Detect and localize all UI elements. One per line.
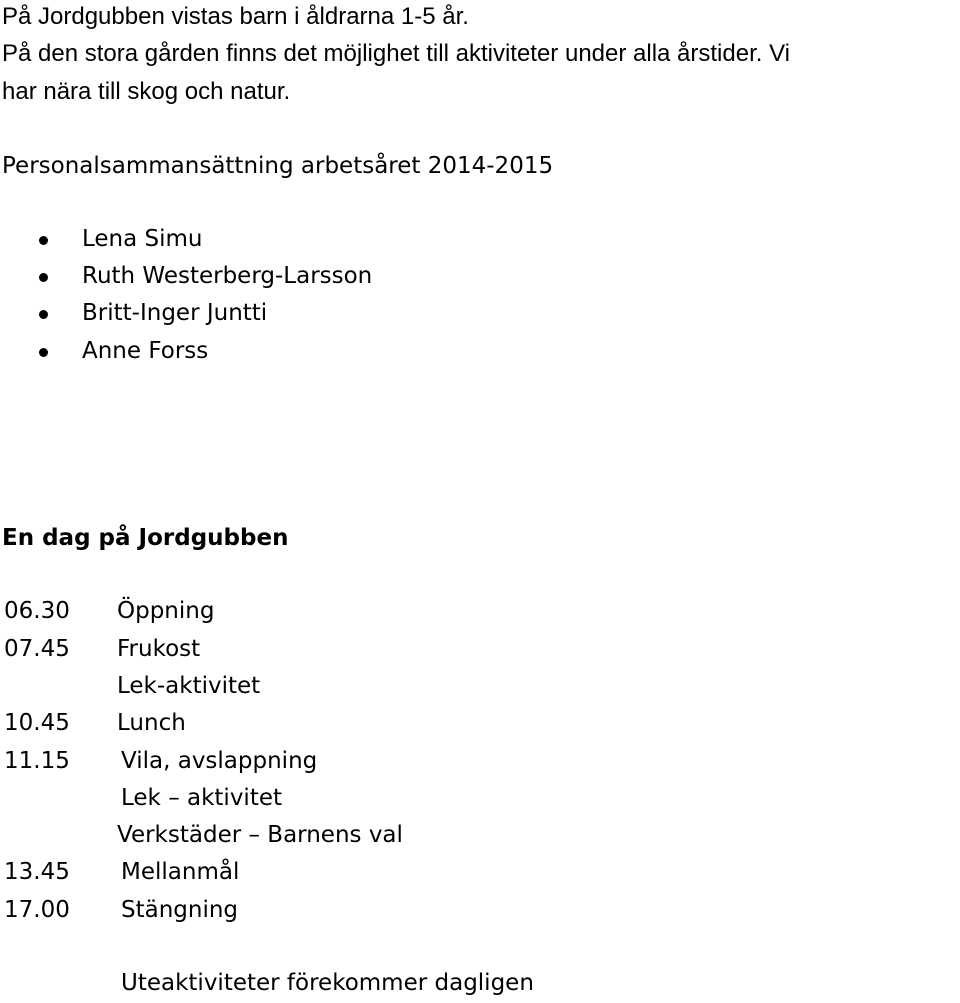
intro-line-3: har nära till skog och natur.: [2, 78, 291, 105]
bullet-icon: [39, 348, 48, 357]
staff-member: Ruth Westerberg-Larsson: [82, 263, 373, 289]
schedule-time: 11.15: [4, 748, 70, 774]
schedule-time: 06.30: [4, 598, 70, 624]
schedule-footer: Uteaktiviteter förekommer dagligen: [121, 970, 534, 996]
staff-heading: Personalsammansättning arbetsåret 2014-2015: [2, 153, 554, 179]
intro-line-1: På Jordgubben vistas barn i åldrarna 1-5 år.: [2, 3, 469, 30]
schedule-activity: Vila, avslappning: [121, 748, 318, 774]
schedule-activity: Mellanmål: [121, 859, 240, 885]
staff-member: Lena Simu: [82, 226, 203, 252]
intro-line-2: På den stora gården finns det möjlighet till aktiviteter under alla årstider. Vi: [2, 40, 790, 67]
schedule-time: 13.45: [4, 859, 70, 885]
schedule-activity: Verkstäder – Barnens val: [117, 822, 403, 848]
bullet-icon: [39, 310, 48, 319]
schedule-activity: Lek – aktivitet: [121, 785, 283, 811]
bullet-icon: [39, 236, 48, 245]
schedule-activity: Öppning: [117, 598, 215, 624]
schedule-heading: En dag på Jordgubben: [2, 525, 289, 551]
bullet-icon: [39, 273, 48, 282]
staff-member: Anne Forss: [82, 338, 209, 364]
schedule-time: 07.45: [4, 636, 70, 662]
schedule-activity: Lunch: [117, 710, 186, 736]
schedule-activity: Stängning: [121, 897, 239, 923]
schedule-time: 17.00: [4, 897, 70, 923]
schedule-activity: Frukost: [117, 636, 201, 662]
schedule-activity: Lek-aktivitet: [117, 673, 261, 699]
staff-member: Britt-Inger Juntti: [82, 300, 268, 326]
schedule-time: 10.45: [4, 710, 70, 736]
